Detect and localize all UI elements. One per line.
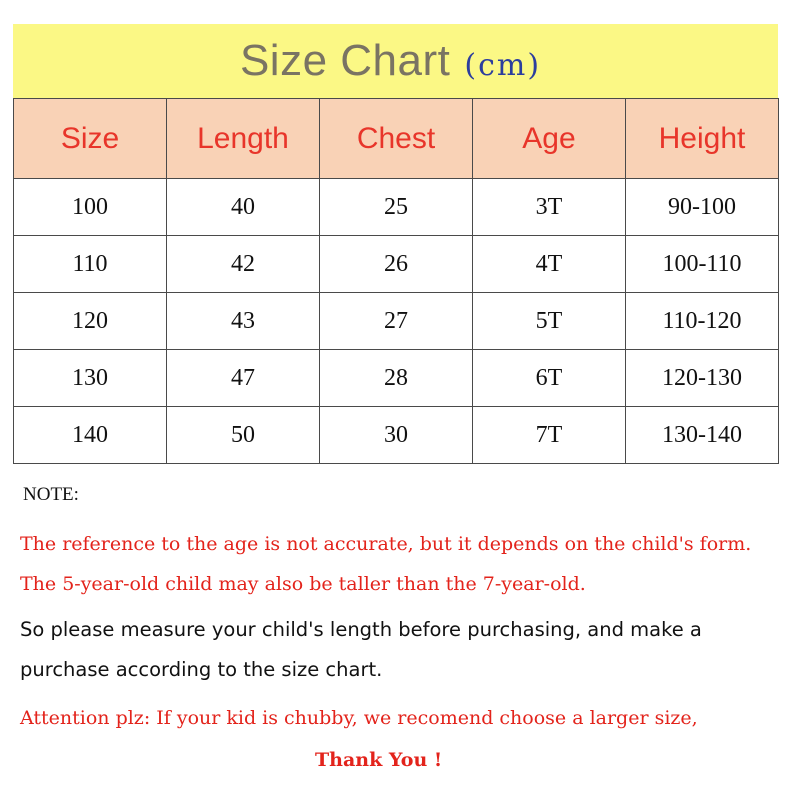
cell-age: 7T — [473, 407, 626, 464]
table-header-row — [14, 99, 779, 179]
cell-length: 50 — [167, 407, 320, 464]
cell-length: 47 — [167, 350, 320, 407]
title-text: Size Chart — [239, 36, 451, 85]
cell-length: 42 — [167, 236, 320, 293]
header-age: Age — [473, 99, 626, 179]
table-row — [14, 293, 779, 350]
header-size: Size — [14, 99, 167, 179]
cell-chest: 27 — [320, 293, 473, 350]
table-row — [14, 407, 779, 464]
table-row — [14, 179, 779, 236]
cell-height: 110-120 — [626, 293, 779, 350]
notes-section — [20, 484, 790, 780]
table-row — [14, 350, 779, 407]
cell-height: 120-130 — [626, 350, 779, 407]
cell-chest: 28 — [320, 350, 473, 407]
cell-chest: 25 — [320, 179, 473, 236]
cell-size: 100 — [14, 179, 167, 236]
cell-size: 120 — [14, 293, 167, 350]
cell-length: 40 — [167, 179, 320, 236]
cell-age: 3T — [473, 179, 626, 236]
cell-size: 110 — [14, 236, 167, 293]
header-height: Height — [626, 99, 779, 179]
note-label: NOTE: — [23, 484, 79, 505]
cell-height: 100-110 — [626, 236, 779, 293]
cell-age: 5T — [473, 293, 626, 350]
cell-chest: 30 — [320, 407, 473, 464]
measure-instruction: So please measure your child's length before purchasing, and make a purchase according to the size chart. — [20, 618, 702, 681]
page-title — [240, 36, 541, 86]
size-chart-table — [13, 98, 779, 464]
age-disclaimer: The reference to the age is not accurate, but it depends on the child's form. The 5-year-old child may also be taller than the 7-year-old. — [20, 533, 752, 595]
thank-you-text: Thank You ! — [315, 749, 443, 771]
cell-height: 90-100 — [626, 179, 779, 236]
cell-size: 140 — [14, 407, 167, 464]
header-length: Length — [167, 99, 320, 179]
cell-length: 43 — [167, 293, 320, 350]
title-banner — [13, 24, 778, 98]
table-row — [14, 236, 779, 293]
header-chest: Chest — [320, 99, 473, 179]
cell-height: 130-140 — [626, 407, 779, 464]
cell-age: 4T — [473, 236, 626, 293]
attention-note: Attention plz: If your kid is chubby, we recomend choose a larger size, — [20, 707, 698, 729]
cell-chest: 26 — [320, 236, 473, 293]
title-unit: (cm) — [464, 48, 542, 83]
cell-size: 130 — [14, 350, 167, 407]
cell-age: 6T — [473, 350, 626, 407]
